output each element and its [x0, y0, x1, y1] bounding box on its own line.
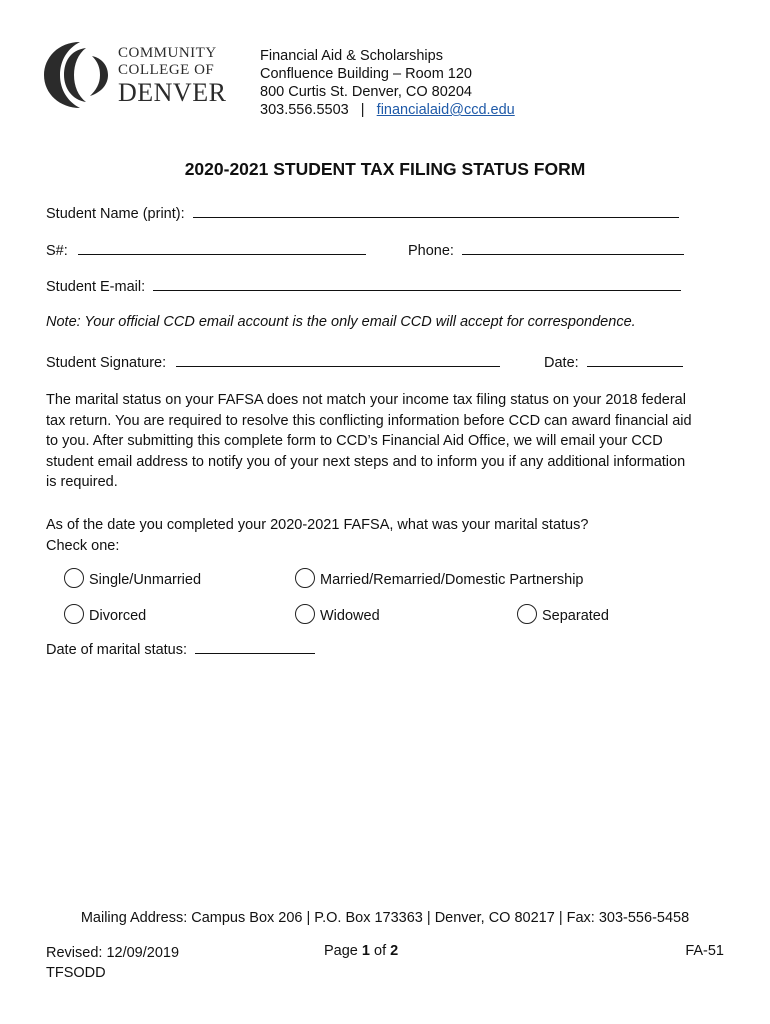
date-line[interactable] — [587, 365, 683, 367]
s-number-line[interactable] — [78, 253, 366, 255]
s-number-label: S#: — [46, 243, 68, 259]
college-logo — [40, 38, 240, 110]
form-title: 2020-2021 STUDENT TAX FILING STATUS FORM — [184, 159, 586, 179]
question-text: As of the date you completed your 2020-2021 FAFSA, what was your marital status? — [46, 517, 589, 533]
option-single-label: Single/Unmarried — [89, 571, 202, 588]
radio-circle-icon[interactable] — [64, 604, 84, 624]
phone-line[interactable] — [462, 253, 684, 255]
signature-row — [46, 355, 500, 371]
logo-wordmark — [118, 46, 226, 106]
option-divorced-label: Divorced — [89, 607, 147, 624]
radio-circle-icon[interactable] — [295, 568, 315, 588]
radio-circle-icon[interactable] — [517, 604, 537, 624]
page-word: Page — [324, 943, 358, 959]
radio-circle-icon[interactable] — [64, 568, 84, 588]
paragraph-line: is required. — [46, 474, 118, 490]
revised-date: Revised: 12/09/2019 — [46, 945, 180, 961]
email-note: Note: Your official CCD email account is the only email CCD will accept for correspondence. — [46, 314, 636, 330]
student-email-row — [46, 279, 681, 295]
date-row — [544, 355, 683, 371]
form-code: TFSODD — [46, 965, 106, 981]
student-name-line[interactable] — [193, 216, 679, 218]
student-email-line[interactable] — [153, 289, 681, 291]
office-street: 800 Curtis St. Denver, CO 80204 — [260, 84, 472, 100]
radio-circle-icon[interactable] — [295, 604, 315, 624]
office-address — [260, 47, 515, 119]
phone-row — [408, 243, 684, 259]
contact-separator: | — [360, 102, 365, 118]
signature-line[interactable] — [176, 365, 500, 367]
logo-line-community: COMMUNITY — [118, 45, 217, 61]
ccd-logo-mark-icon — [40, 38, 118, 110]
student-name-label: Student Name (print): — [46, 206, 185, 222]
paragraph-line: to you. After submitting this complete form to CCD’s Financial Aid Office, we will email your CCD — [46, 433, 663, 449]
page-number — [324, 943, 398, 959]
marital-date-label: Date of marital status: — [46, 642, 188, 658]
s-number-row — [46, 243, 366, 259]
instructions-paragraph — [46, 390, 726, 493]
student-email-label: Student E-mail: — [46, 279, 146, 295]
office-building: Confluence Building – Room 120 — [260, 66, 472, 82]
student-name-row — [46, 206, 679, 222]
revision-info — [46, 943, 179, 983]
option-widowed-label: Widowed — [320, 607, 380, 624]
option-single[interactable] — [64, 570, 201, 590]
page-total: 2 — [390, 943, 399, 959]
form-number: FA-51 — [685, 943, 724, 959]
page-of: of — [374, 943, 387, 959]
marital-date-line[interactable] — [195, 652, 315, 654]
logo-line-college-of: COLLEGE OF — [118, 62, 215, 78]
paragraph-line: student email address to notify you of your next steps and to inform you if any additional information — [46, 453, 686, 470]
office-email-link[interactable]: financialaid@ccd.edu — [376, 102, 515, 118]
office-name: Financial Aid & Scholarships — [260, 48, 443, 64]
option-widowed[interactable] — [295, 606, 380, 626]
signature-label: Student Signature: — [46, 355, 167, 371]
office-phone: 303.556.5503 — [260, 102, 349, 118]
option-separated-label: Separated — [542, 607, 609, 624]
mailing-address: Mailing Address: Campus Box 206 | P.O. Box 173363 | Denver, CO 80217 | Fax: 303-556-5458 — [80, 910, 690, 926]
date-label: Date: — [544, 355, 579, 371]
logo-line-denver: DENVER — [118, 78, 227, 107]
phone-label: Phone: — [408, 243, 454, 259]
paragraph-line: The marital status on your FAFSA does not match your income tax filing status on your 2018 federal — [46, 392, 686, 408]
paragraph-line: tax return. You are required to resolve this conflicting information before CCD can award financial aid — [46, 412, 692, 429]
office-contact — [260, 101, 515, 119]
option-married-label: Married/Remarried/Domestic Partnership — [320, 571, 584, 588]
option-separated[interactable] — [517, 606, 609, 626]
marital-date-row — [46, 642, 315, 658]
marital-question — [46, 515, 588, 556]
option-divorced[interactable] — [64, 606, 146, 626]
option-married[interactable] — [295, 570, 584, 590]
check-one-instruction: Check one: — [46, 537, 120, 554]
page-current: 1 — [361, 943, 370, 959]
